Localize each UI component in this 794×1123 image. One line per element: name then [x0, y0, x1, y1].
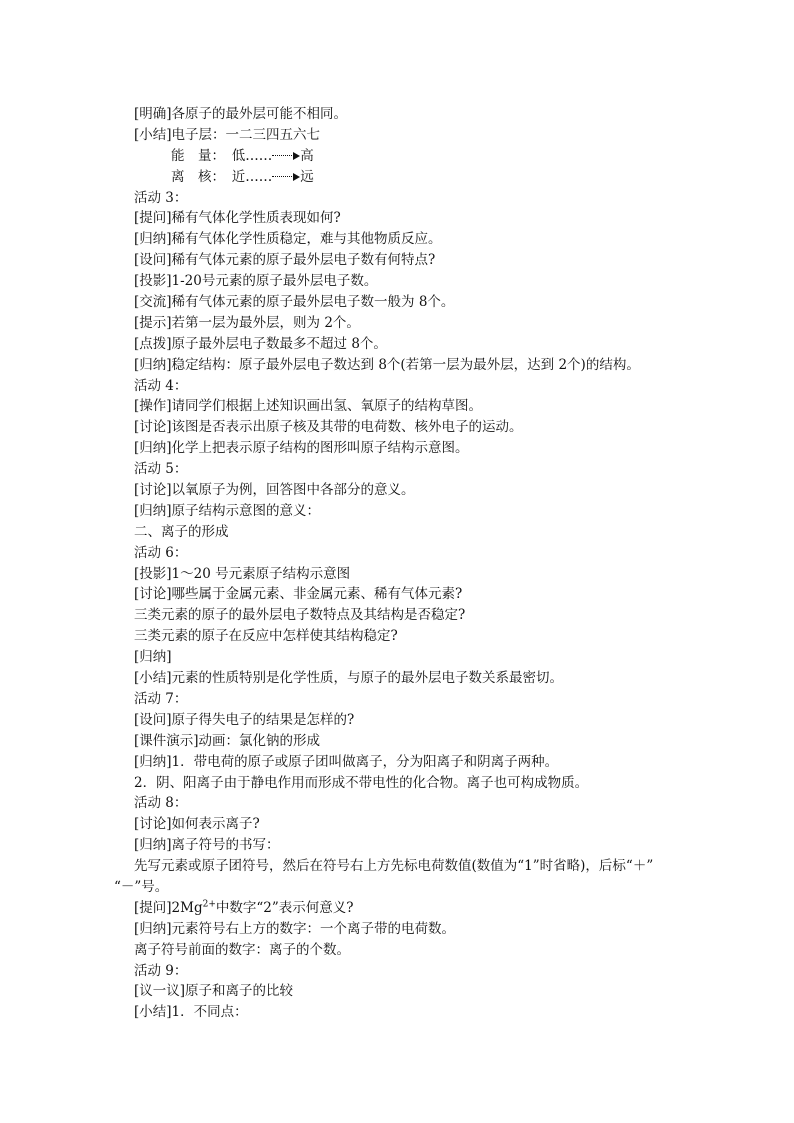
- text-line: [讨论]如何表示离子?: [134, 816, 260, 833]
- text-line: 三类元素的原子的最外层电子数特点及其结构是否稳定?: [134, 607, 466, 624]
- text-line: [归纳]原子结构示意图的意义：: [134, 502, 321, 519]
- distance-label: 离 核： 近……: [171, 168, 273, 185]
- text-line: [投影]1-20号元素的原子最外层电子数。: [134, 273, 378, 290]
- text-line: [交流]稀有气体元素的原子最外层电子数一般为 8个。: [134, 294, 455, 311]
- arrow-right-icon: [272, 172, 300, 182]
- text-line: [明确]各原子的最外层可能不相同。: [134, 106, 348, 122]
- text-line: [归纳]元素符号右上方的数字：一个离子带的电荷数。: [134, 920, 456, 937]
- text-line: 三类元素的原子在反应中怎样使其结构稳定?: [134, 628, 398, 645]
- text-line: “－”号。: [114, 878, 169, 895]
- energy-high: 高: [300, 147, 314, 164]
- text-line: [小结]电子层：一二三四五六七: [134, 126, 321, 143]
- energy-label: 能 量： 低……: [171, 147, 273, 164]
- text-line: [归纳]1．带电荷的原子或原子团叫做离子，分为阳离子和阴离子两种。: [134, 753, 559, 770]
- text-line: 2．阴、阳离子由于静电作用而形成不带电性的化合物。离子也可构成物质。: [134, 774, 589, 791]
- activity-heading: 活动 8：: [134, 795, 188, 812]
- text-line: 离子符号前面的数字：离子的个数。: [134, 941, 350, 958]
- text-line: [点拨]原子最外层电子数最多不超过 8个。: [134, 335, 387, 352]
- activity-heading: 活动 3：: [134, 189, 188, 206]
- text-line: [归纳]: [134, 649, 172, 666]
- text-line: [讨论]该图是否表示出原子核及其带的电荷数、核外电子的运动。: [134, 419, 523, 436]
- activity-heading: 活动 6：: [134, 544, 188, 561]
- question-prefix: [提问]2Mg: [134, 899, 203, 916]
- text-line: [操作]请同学们根据上述知识画出氢、氧原子的结构草图。: [134, 398, 483, 415]
- text-line: [设问]原子得失电子的结果是怎样的?: [134, 711, 355, 728]
- activity-heading: 活动 7：: [134, 690, 188, 707]
- document-body: [114, 104, 734, 1023]
- energy-line: [114, 146, 734, 167]
- activity-heading: 活动 9：: [134, 962, 188, 979]
- text-line: [讨论]哪些属于金属元素、非金属元素、稀有气体元素?: [134, 586, 463, 603]
- question-line: [114, 898, 734, 919]
- question-suffix: 中数字“2”表示何意义?: [215, 899, 354, 916]
- text-line: [归纳]稳定结构：原子最外层电子数达到 8个(若第一层为最外层，达到 2个)的结构。: [134, 356, 640, 373]
- distance-line: [114, 167, 734, 188]
- text-line: [小结]1．不同点：: [134, 1004, 248, 1021]
- activity-heading: 活动 4：: [134, 377, 188, 394]
- text-line: [归纳]离子符号的书写：: [134, 837, 280, 854]
- text-line: [提问]稀有气体化学性质表现如何?: [134, 210, 341, 227]
- text-line: [课件演示]动画：氯化钠的形成: [134, 732, 321, 749]
- section-heading: 二、离子的形成: [134, 523, 229, 540]
- activity-heading: 活动 5：: [134, 461, 188, 478]
- distance-far: 远: [300, 168, 314, 185]
- ion-charge: 2+: [202, 899, 216, 910]
- text-line: [设问]稀有气体元素的原子最外层电子数有何特点?: [134, 252, 436, 269]
- text-line: [归纳]化学上把表示原子结构的图形叫原子结构示意图。: [134, 440, 469, 457]
- text-line: [提示]若第一层为最外层，则为 2个。: [134, 314, 360, 331]
- arrow-right-icon: [272, 151, 300, 161]
- text-line: [归纳]稀有气体化学性质稳定，难与其他物质反应。: [134, 231, 442, 248]
- text-line: [讨论]以氧原子为例，回答图中各部分的意义。: [134, 482, 415, 499]
- text-line: 先写元素或原子团符号，然后在符号右上方先标电荷数值(数值为“1”时省略)，后标“＋”: [134, 858, 654, 875]
- text-line: [投影]1～20 号元素原子结构示意图: [134, 565, 351, 582]
- text-line: [议一议]原子和离子的比较: [134, 983, 294, 1000]
- text-line: [小结]元素的性质特别是化学性质，与原子的最外层电子数关系最密切。: [134, 670, 564, 687]
